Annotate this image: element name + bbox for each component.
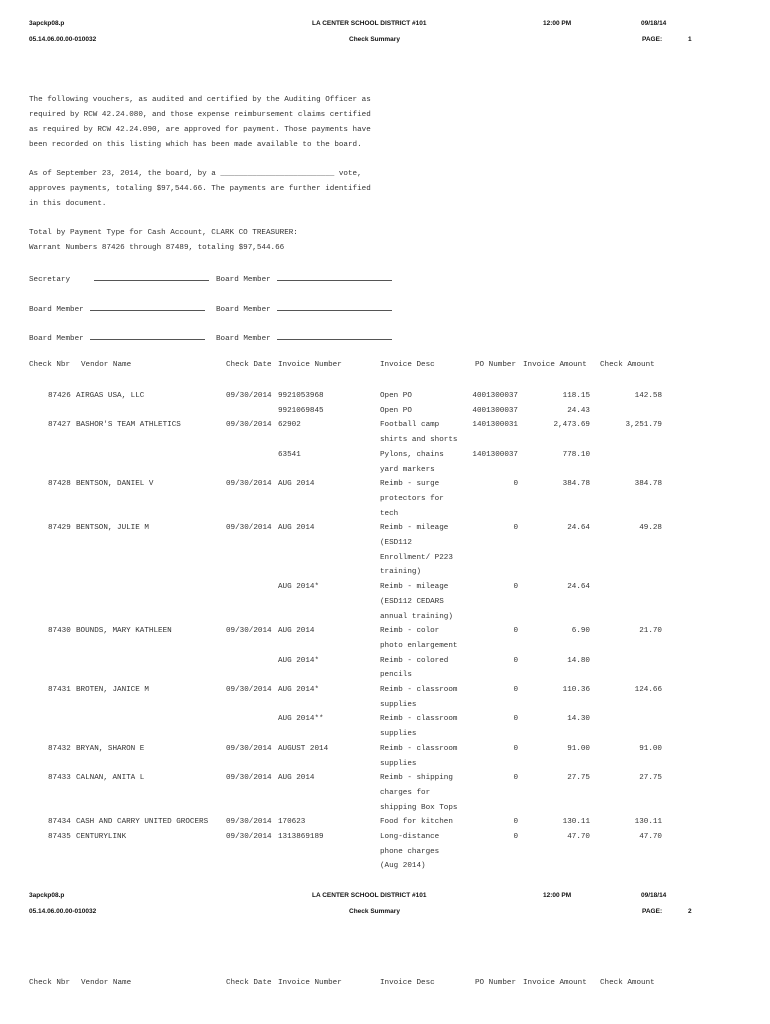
invoice-desc-line: Food for kitchen [380,818,453,827]
board-member-label: Board Member [216,306,271,314]
col-invoice-amount: Invoice Amount [523,361,587,369]
invoice-desc-line: Football camp [380,421,440,430]
board-member-signature [216,271,392,284]
check-amount: 142.58 [634,392,662,400]
po-number: 0 [513,686,518,694]
po-number: 0 [513,744,518,753]
report-version: 05.14.06.00.00-010032 [29,36,97,43]
approval-line: As of September 23, 2014, the board, by a _________________________ vote, [29,170,362,178]
invoice-number: 1313869189 [278,833,324,841]
check-date: 09/30/2014 [226,524,272,533]
page2-header [0,892,770,932]
board-member-label: Board Member [216,335,271,343]
po-number: 4001300037 [472,392,518,400]
check-amount: 91.00 [639,744,662,753]
invoice-number: AUG 2014* [278,656,320,665]
invoice-desc-line: charges for [380,788,431,797]
approval-line: approves payments, totaling $97,544.66. The payments are further identified [29,185,371,193]
col-check-date: Check Date [226,361,272,369]
invoice-number: 9921069845 [278,406,324,415]
board-member-signature [216,301,392,314]
po-number: 0 [513,583,518,592]
invoice-desc-line: Open PO [380,406,412,415]
report-date: 09/18/14 [641,892,667,899]
check-number: 87434 [48,818,71,827]
check-date: 09/30/2014 [226,833,272,841]
invoice-number: 170623 [278,818,306,827]
cert-line: required by RCW 42.24.080, and those expense reimbursement claims certified [29,111,371,119]
check-amount: 130.11 [634,818,662,827]
invoice-desc-line: tech [380,509,399,518]
col-po-number: PO Number [475,979,517,987]
page-number: 1 [688,36,692,43]
check-date: 09/30/2014 [226,818,272,827]
invoice-desc-line: supplies [380,759,417,768]
check-number: 87427 [48,421,71,430]
check-date: 09/30/2014 [226,686,272,694]
invoice-amount: 24.64 [567,583,590,592]
check-date: 09/30/2014 [226,627,272,636]
report-title: Check Summary [349,908,400,915]
vendor-name: BENTSON, JULIE M [76,524,149,533]
invoice-number: AUG 2014** [278,715,324,724]
board-member-label: Board Member [29,306,84,314]
check-number: 87429 [48,524,71,533]
page-label: PAGE: [642,908,663,915]
invoice-desc-line: supplies [380,700,417,709]
invoice-number: AUG 2014* [278,686,320,694]
invoice-number: AUG 2014 [278,524,315,533]
invoice-desc-line: Reimb - mileage [380,524,449,533]
board-member-label: Board Member [216,276,271,284]
signature-line [277,271,392,281]
check-amount: 3,251.79 [625,421,662,430]
report-date: 09/18/14 [641,20,667,27]
invoice-desc-line: yard markers [380,465,435,474]
invoice-desc-line: photo enlargement [380,641,458,650]
check-number: 87432 [48,744,71,753]
invoice-number: AUGUST 2014 [278,744,329,753]
invoice-number: 62902 [278,421,301,430]
invoice-number: 9921053968 [278,392,324,400]
vendor-name: CENTURYLINK [76,833,127,841]
vendor-name: AIRGAS USA, LLC [76,392,145,400]
invoice-desc-line: Open PO [380,392,412,400]
check-date: 09/30/2014 [226,744,272,753]
col-check-nbr: Check Nbr [29,361,71,369]
signature-line [277,330,392,340]
invoice-amount: 6.90 [571,627,590,636]
invoice-number: AUG 2014 [278,627,315,636]
invoice-amount: 47.70 [567,833,590,841]
check-date: 09/30/2014 [226,774,272,783]
signature-line [90,330,205,340]
approval-text [29,167,409,212]
invoice-desc-line: Reimb - classroom [380,686,458,694]
district-name: LA CENTER SCHOOL DISTRICT #101 [312,20,427,27]
po-number: 0 [513,627,518,636]
invoice-desc-line: (ESD112 CEDARS [380,597,444,606]
invoice-amount: 24.43 [567,406,590,415]
invoice-amount: 14.30 [567,715,590,724]
col-check-amount: Check Amount [600,979,655,987]
po-number: 1401300031 [472,421,518,430]
vendor-name: BASHOR'S TEAM ATHLETICS [76,421,181,430]
invoice-desc-line: Enrollment/ P223 [380,553,453,562]
invoice-desc-line: Reimb - color [380,627,440,636]
check-number: 87428 [48,480,71,489]
district-name: LA CENTER SCHOOL DISTRICT #101 [312,892,427,899]
invoice-desc-line: training) [380,568,422,577]
check-number: 87435 [48,833,71,841]
column-headers [0,979,770,993]
invoice-desc-line: Reimb - classroom [380,744,458,753]
vendor-name: BRYAN, SHARON E [76,744,145,753]
po-number: 0 [513,818,518,827]
check-amount: 27.75 [639,774,662,783]
check-amount: 47.70 [639,833,662,841]
check-date: 09/30/2014 [226,392,272,400]
invoice-desc-line: Long-distance [380,833,440,841]
page-label: PAGE: [642,36,663,43]
col-invoice-desc: Invoice Desc [380,361,435,369]
col-invoice-number: Invoice Number [278,979,342,987]
signature-line [90,301,205,311]
invoice-amount: 27.75 [567,774,590,783]
invoice-desc-line: shirts and shorts [380,436,458,445]
invoice-desc-line: Reimb - colored [380,656,449,665]
col-invoice-desc: Invoice Desc [380,979,435,987]
col-check-date: Check Date [226,979,272,987]
invoice-desc-line: (Aug 2014) [380,862,426,871]
invoice-number: AUG 2014* [278,583,320,592]
check-amount: 124.66 [634,686,662,694]
invoice-amount: 110.36 [562,686,590,694]
po-number: 0 [513,656,518,665]
report-id: 3apckp08.p [29,20,65,27]
report-id: 3apckp08.p [29,892,65,899]
invoice-desc-line: Pylons, chains [380,450,444,459]
check-date: 09/30/2014 [226,421,272,430]
invoice-desc-line: phone charges [380,847,440,856]
check-amount: 384.78 [634,480,662,489]
report-version: 05.14.06.00.00-010032 [29,908,97,915]
page-number: 2 [688,908,692,915]
board-member-signature [216,330,392,343]
invoice-desc-line: supplies [380,730,417,739]
board-member-signature [29,330,205,343]
vendor-name: BOUNDS, MARY KATHLEEN [76,627,172,636]
cert-line: The following vouchers, as audited and certified by the Auditing Officer as [29,96,371,104]
board-member-label: Board Member [29,335,84,343]
report-title: Check Summary [349,36,400,43]
invoice-desc-line: Reimb - mileage [380,583,449,592]
total-line: Total by Payment Type for Cash Account, CLARK CO TREASURER: [29,229,298,237]
invoice-desc-line: Reimb - shipping [380,774,453,783]
invoice-amount: 130.11 [562,818,590,827]
col-vendor: Vendor Name [81,361,132,369]
invoice-desc-line: shipping Box Tops [380,803,458,812]
po-number: 0 [513,480,518,489]
invoice-desc-line: Reimb - surge [380,480,440,489]
total-line: Warrant Numbers 87426 through 87489, totaling $97,544.66 [29,244,285,252]
col-check-amount: Check Amount [600,361,655,369]
invoice-number: 63541 [278,450,301,459]
invoice-amount: 384.78 [562,480,590,489]
invoice-desc-line: Reimb - classroom [380,715,458,724]
signature-line [94,271,209,281]
invoice-desc-line: protectors for [380,494,444,503]
col-invoice-amount: Invoice Amount [523,979,587,987]
invoice-amount: 118.15 [562,392,590,400]
invoice-desc-line: pencils [380,671,412,680]
po-number: 0 [513,715,518,724]
certification-text [29,93,409,153]
report-time: 12:00 PM [543,20,572,27]
invoice-amount: 91.00 [567,744,590,753]
vendor-name: BENTSON, DANIEL V [76,480,154,489]
signature-line [277,301,392,311]
po-number: 0 [513,774,518,783]
invoice-amount: 778.10 [562,450,590,459]
vendor-name: CASH AND CARRY UNITED GROCERS [76,818,209,827]
invoice-desc-line: annual training) [380,612,453,621]
payment-total-text [29,226,409,256]
check-number: 87433 [48,774,71,783]
page1-header [0,20,770,60]
invoice-number: AUG 2014 [278,774,315,783]
col-po-number: PO Number [475,361,517,369]
invoice-desc-line: (ESD112 [380,539,412,547]
report-time: 12:00 PM [543,892,572,899]
po-number: 1401300037 [472,450,518,459]
check-number: 87430 [48,627,71,636]
approval-line: in this document. [29,200,107,208]
po-number: 0 [513,524,518,533]
check-number: 87426 [48,392,71,400]
invoice-number: AUG 2014 [278,480,315,489]
po-number: 4001300037 [472,406,518,415]
cert-line: as required by RCW 42.24.090, are approved for payment. Those payments have [29,126,371,134]
check-number: 87431 [48,686,71,694]
invoice-amount: 2,473.69 [553,421,590,430]
check-amount: 49.28 [639,524,662,533]
secretary-signature [29,271,209,284]
vendor-name: CALNAN, ANITA L [76,774,145,783]
invoice-amount: 14.80 [567,656,590,665]
check-date: 09/30/2014 [226,480,272,489]
vendor-name: BROTEN, JANICE M [76,686,149,694]
invoice-amount: 24.64 [567,524,590,533]
column-headers [0,361,770,375]
secretary-label: Secretary [29,276,71,284]
po-number: 0 [513,833,518,841]
col-check-nbr: Check Nbr [29,979,71,987]
board-member-signature [29,301,205,314]
cert-line: been recorded on this listing which has been made available to the board. [29,141,362,149]
col-vendor: Vendor Name [81,979,132,987]
check-amount: 21.70 [639,627,662,636]
col-invoice-number: Invoice Number [278,361,342,369]
